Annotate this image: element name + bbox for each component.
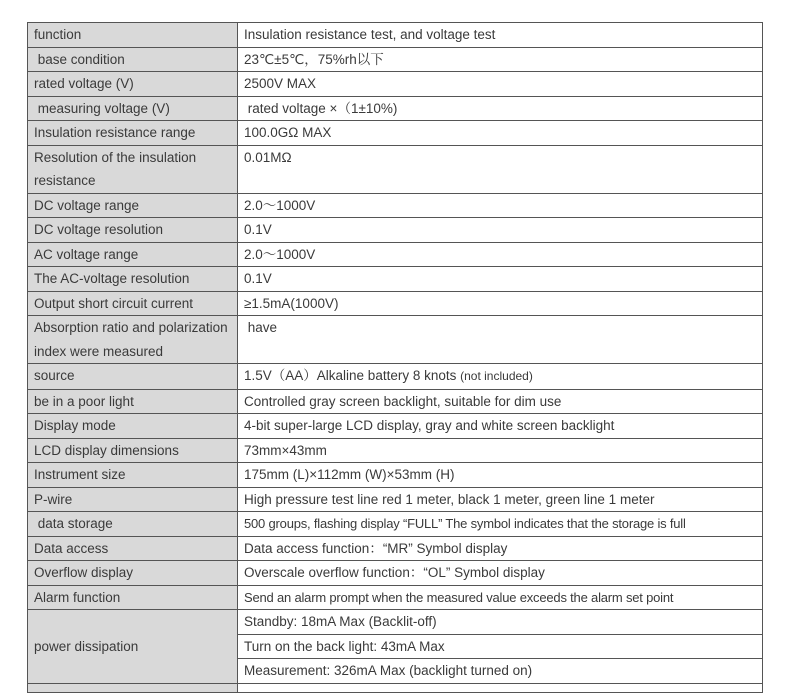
spec-value: 0.01MΩ — [238, 145, 763, 193]
spec-label: Resolution of the insulation resistance — [28, 145, 238, 193]
spec-value: 2.0～1000V — [238, 242, 763, 267]
spec-value: Turn on the back light: 43mA Max — [238, 634, 763, 659]
table-row-partial — [28, 683, 763, 692]
spec-value: 2500V MAX — [238, 72, 763, 97]
spec-label: LCD display dimensions — [28, 438, 238, 463]
spec-label: base condition — [28, 47, 238, 72]
spec-label: DC voltage resolution — [28, 218, 238, 243]
table-row — [28, 23, 763, 48]
spec-value: 0.1V — [238, 218, 763, 243]
spec-value: Controlled gray screen backlight, suitable for dim use — [238, 389, 763, 414]
spec-value: High pressure test line red 1 meter, black 1 meter, green line 1 meter — [238, 487, 763, 512]
spec-label: Display mode — [28, 414, 238, 439]
spec-value: rated voltage ×（1±10%) — [238, 96, 763, 121]
spec-value: Measurement: 326mA Max (backlight turned on) — [238, 659, 763, 684]
table-row — [28, 242, 763, 267]
spec-label: function — [28, 23, 238, 48]
spec-label: Overflow display — [28, 561, 238, 586]
spec-label: AC voltage range — [28, 242, 238, 267]
table-row — [28, 487, 763, 512]
table-row — [28, 267, 763, 292]
spec-value: 73mm×43mm — [238, 438, 763, 463]
spec-value: 23℃±5℃，75%rh以下 — [238, 47, 763, 72]
spec-label-partial — [28, 683, 238, 692]
spec-value: 175mm (L)×112mm (W)×53mm (H) — [238, 463, 763, 488]
table-row — [28, 585, 763, 610]
spec-value: 0.1V — [238, 267, 763, 292]
table-row — [28, 463, 763, 488]
spec-value: Standby: 18mA Max (Backlit-off) — [238, 610, 763, 635]
spec-label: source — [28, 364, 238, 390]
spec-value — [238, 364, 763, 390]
spec-value: Data access function：“MR” Symbol display — [238, 536, 763, 561]
spec-label: Data access — [28, 536, 238, 561]
spec-label: measuring voltage (V) — [28, 96, 238, 121]
table-row — [28, 193, 763, 218]
table-row — [28, 364, 763, 390]
spec-value: Overscale overflow function：“OL” Symbol display — [238, 561, 763, 586]
spec-label: power dissipation — [28, 610, 238, 684]
table-row — [28, 121, 763, 146]
table-row — [28, 536, 763, 561]
table-row — [28, 438, 763, 463]
spec-label: The AC-voltage resolution — [28, 267, 238, 292]
table-row — [28, 218, 763, 243]
spec-label: P-wire — [28, 487, 238, 512]
spec-label: Alarm function — [28, 585, 238, 610]
table-row — [28, 512, 763, 537]
table-row — [28, 145, 763, 193]
table-row — [28, 561, 763, 586]
spec-label: be in a poor light — [28, 389, 238, 414]
table-row — [28, 389, 763, 414]
spec-label: Instrument size — [28, 463, 238, 488]
table-row — [28, 610, 763, 635]
spec-value: 4-bit super-large LCD display, gray and white screen backlight — [238, 414, 763, 439]
table-row — [28, 96, 763, 121]
spec-value: Send an alarm prompt when the measured value exceeds the alarm set point — [238, 585, 763, 610]
spec-label: DC voltage range — [28, 193, 238, 218]
spec-table — [27, 22, 763, 693]
spec-value-note: (not included) — [460, 369, 533, 383]
spec-value-partial — [238, 683, 763, 692]
spec-label: Insulation resistance range — [28, 121, 238, 146]
spec-label: rated voltage (V) — [28, 72, 238, 97]
table-row — [28, 414, 763, 439]
spec-label: data storage — [28, 512, 238, 537]
spec-value: ≥1.5mA(1000V) — [238, 291, 763, 316]
table-row — [28, 291, 763, 316]
spec-label: Absorption ratio and polarization index were measured — [28, 316, 238, 364]
spec-value: 500 groups, flashing display “FULL” The symbol indicates that the storage is full — [238, 512, 763, 537]
spec-value: Insulation resistance test, and voltage test — [238, 23, 763, 48]
table-row — [28, 47, 763, 72]
spec-value: 2.0～1000V — [238, 193, 763, 218]
spec-value-text: 1.5V（AA）Alkaline battery 8 knots — [244, 368, 457, 383]
spec-label: Output short circuit current — [28, 291, 238, 316]
spec-value: 100.0GΩ MAX — [238, 121, 763, 146]
table-row — [28, 72, 763, 97]
spec-value: have — [238, 316, 763, 364]
table-row — [28, 316, 763, 364]
